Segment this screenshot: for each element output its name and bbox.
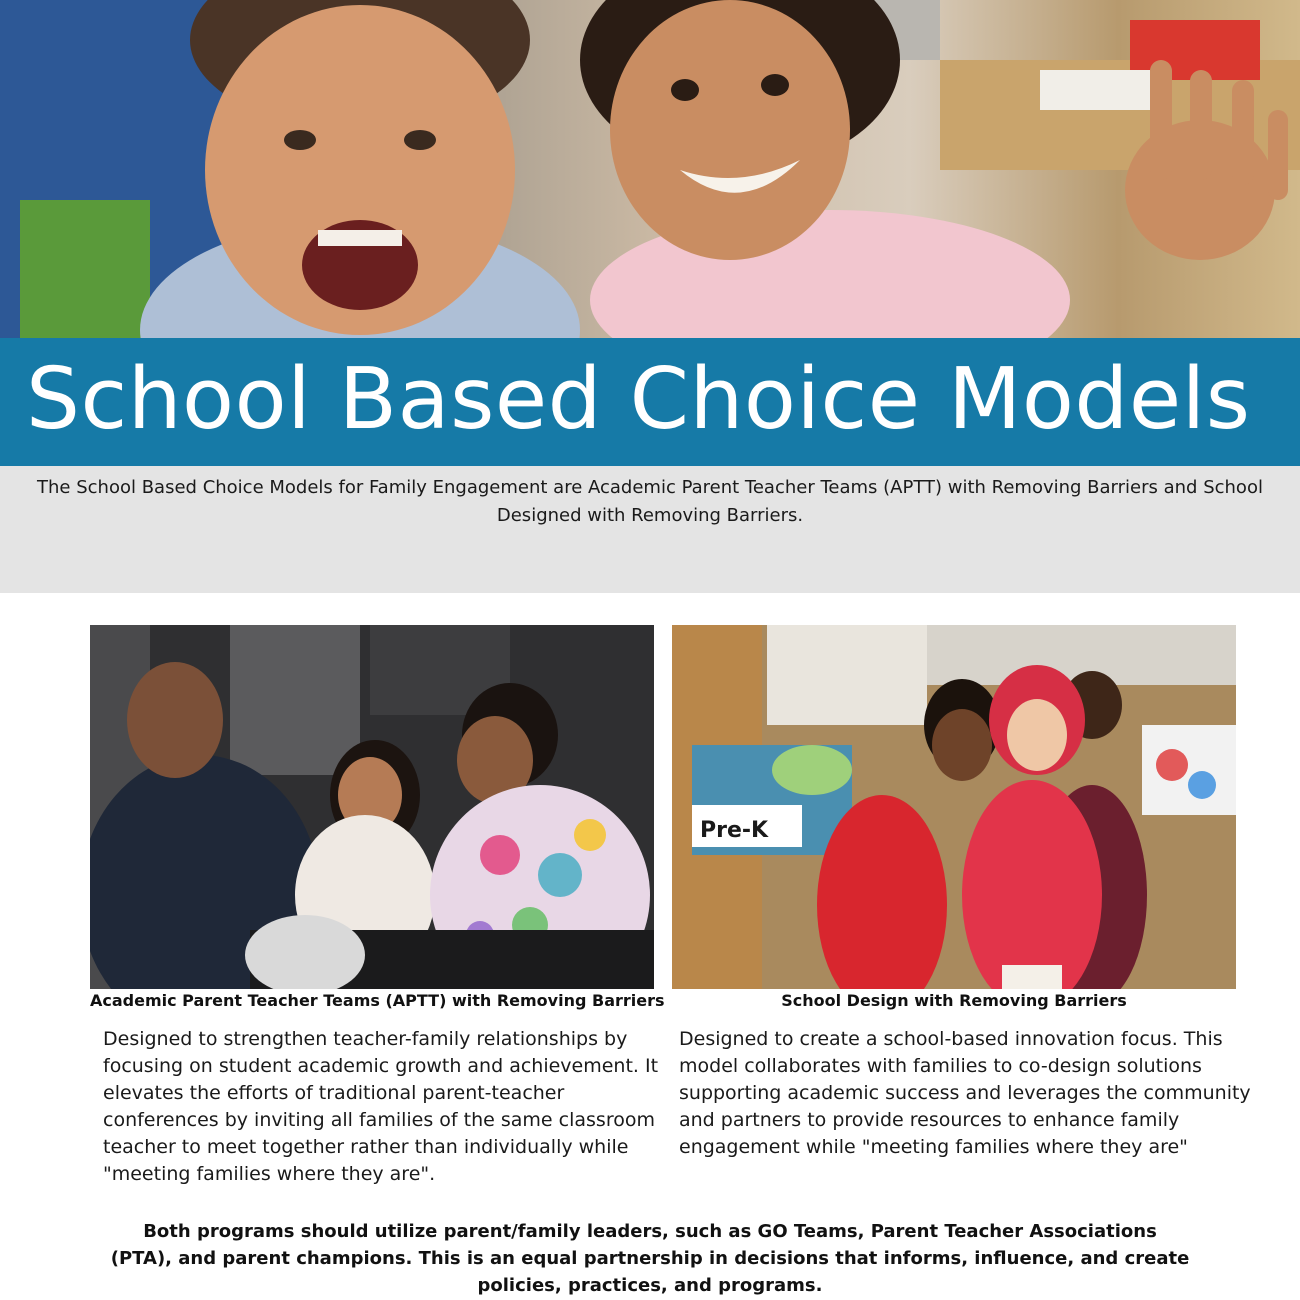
hero-photo (0, 0, 1300, 338)
page-title: School Based Choice Models (26, 350, 1251, 449)
aptt-meeting-photo (90, 625, 654, 989)
prek-children-photo (672, 625, 1236, 989)
intro-text: The School Based Choice Models for Family Engagement are Academic Parent Teacher Teams (APTT) with Removing Barriers and School Designed with Removing Barriers. (37, 477, 1263, 526)
aptt-caption: Academic Parent Teacher Teams (APTT) with Removing Barriers (90, 991, 665, 1010)
partnership-note: Both programs should utilize parent/family leaders, such as GO Teams, Parent Teacher Associations (PTA), and parent champions. This is an equal partnership in decisions that informs, influence, and create policies, practices, and programs. (110, 1221, 1190, 1296)
school-design-description: Designed to create a school-based innovation focus. This model collaborates with families to co-design solutions supporting academic success and leverages the community and partners to provide resources to enhance family engagement while "meeting families where they are" (679, 1028, 1251, 1158)
aptt-meeting-illustration (90, 625, 654, 989)
school-design-caption: School Design with Removing Barriers (781, 991, 1127, 1010)
prek-sign: Pre-K (700, 818, 769, 843)
aptt-description: Designed to strengthen teacher-family relationships by focusing on student academic growth and achievement. It elevates the efforts of traditional parent-teacher conferences by inviting all families of the same classroom teacher to meet together rather than individually while "meeting families where they are". (103, 1028, 659, 1185)
prek-children-illustration (672, 625, 1236, 989)
hero-photo-illustration (0, 0, 1300, 338)
